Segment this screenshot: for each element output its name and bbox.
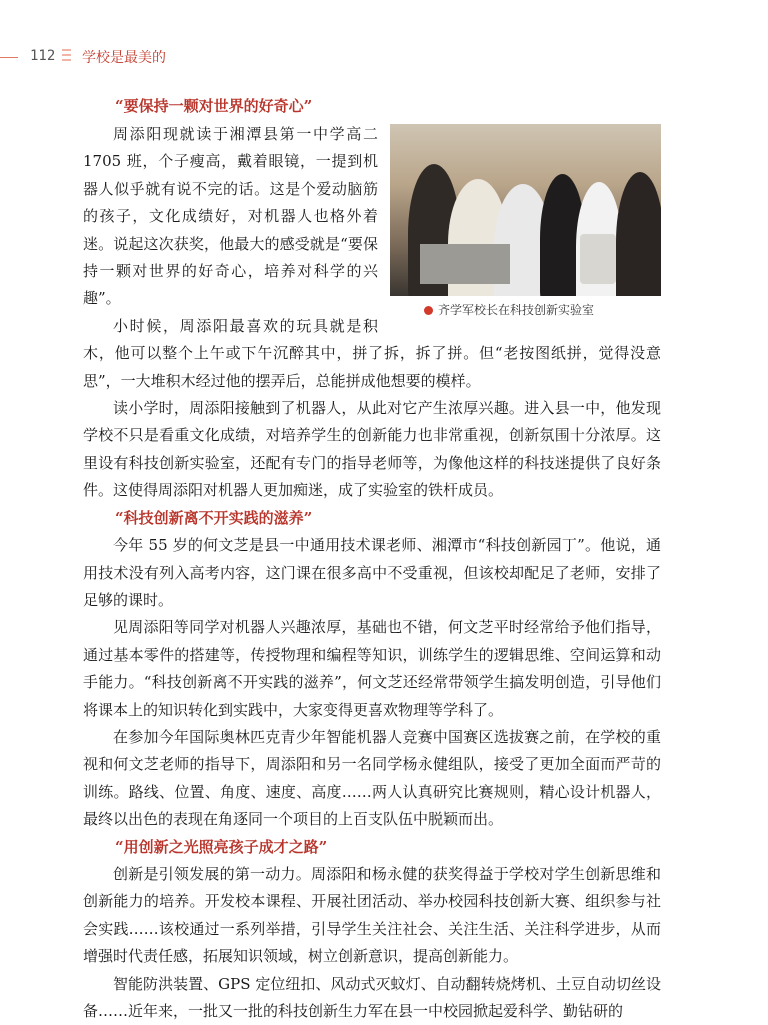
caption-text: 齐学军校长在科技创新实验室 bbox=[438, 303, 595, 317]
paragraph: 周添阳现就读于湘潭县第一中学高二1705 班，个子瘦高，戴着眼镜，一提到机器人似乎就有说不完的话。这是个爱动脑筋的孩子，文化成绩好，对机器人也格外着迷。说起这次获奖，他最大的感受就是“要保持一颗对世界的好奇心，培养对科学的兴趣”。 bbox=[83, 125, 378, 308]
paragraph: 小时候，周添阳最喜欢的玩具就是积木，他可以整个上午或下午沉醉其中，拼了拆，拆了拼。但“老按图纸拼，觉得没意思”，一大堆积木经过他的摆弄后，总能拼成他想要的模样。 bbox=[83, 316, 661, 390]
header-rule bbox=[0, 57, 18, 58]
paragraph: 今年 55 岁的何文芝是县一中通用技术课老师、湘潭市“科技创新园丁”。他说，通用技术没有列入高考内容，这门课在很多高中不受重视，但该校却配足了老师，安排了足够的课时。 bbox=[83, 536, 661, 609]
section-heading: “要保持一颗对世界的好奇心” bbox=[115, 97, 313, 115]
paragraph: 读小学时，周添阳接触到了机器人，从此对它产生浓厚兴趣。进入县一中，他发现学校不只是看重文化成绩，对培养学生的创新能力也非常重视，创新氛围十分浓厚。这里设有科技创新实验室，还配有专门的指导老师等，为像他这样的科技迷提供了良好条件。这使得周添阳对机器人更加痴迷，成了实验室的铁杆成员。 bbox=[83, 399, 661, 500]
paragraph: 在参加今年国际奥林匹克青少年智能机器人竞赛中国赛区选拔赛之前，在学校的重视和何文芝老师的指导下，周添阳和另一名同学杨永健组队，接受了更加全面而严苛的训练。路线、位置、角度、速度、高度……两人认真研究比赛规则，精心设计机器人，最终以出色的表现在角逐同一个项目的上百支队伍中脱颖而出。 bbox=[83, 727, 661, 829]
paragraph: 创新是引领发展的第一动力。周添阳和杨永健的获奖得益于学校对学生创新思维和创新能力的培养。开发校本课程、开展社团活动、举办校园科技创新大赛、组织参与社会实践……该校通过一系列举措，引导学生关注社会、关注生活、关注科学进步，从而增强时代责任感，拓展知识领域，树立创新意识，提高创新能力。 bbox=[83, 864, 661, 966]
paragraph: 智能防洪装置、GPS 定位纽扣、风动式灭蚊灯、自动翻转烧烤机、土豆自动切丝设备……近年来，一批又一批的科技创新生力军在县一中校园掀起爱科学、勤钻研的 bbox=[83, 974, 661, 1020]
article-body bbox=[83, 93, 661, 1025]
section-heading: “用创新之光照亮孩子成才之路” bbox=[115, 837, 328, 856]
photo-caption bbox=[390, 296, 661, 318]
lab-photo bbox=[390, 124, 661, 296]
page-number: 112 bbox=[30, 48, 56, 64]
caption-bullet-icon bbox=[424, 306, 433, 315]
photo-figure bbox=[390, 124, 661, 318]
section-heading: “科技创新离不开实践的滋养” bbox=[115, 508, 313, 527]
header-ornament bbox=[62, 49, 71, 64]
paragraph: 见周添阳等同学对机器人兴趣浓厚，基础也不错，何文芝平时经常给予他们指导，通过基本零件的搭建等，传授物理和编程等知识，训练学生的逻辑思维、空间运算和动手能力。“科技创新离不开实践的滋养”，何文芝还经常带领学生搞发明创造，引导他们将课本上的知识转化到实践中，大家变得更喜欢物理等学科了。 bbox=[83, 618, 661, 719]
running-title: 学校是最美的 bbox=[82, 50, 166, 66]
